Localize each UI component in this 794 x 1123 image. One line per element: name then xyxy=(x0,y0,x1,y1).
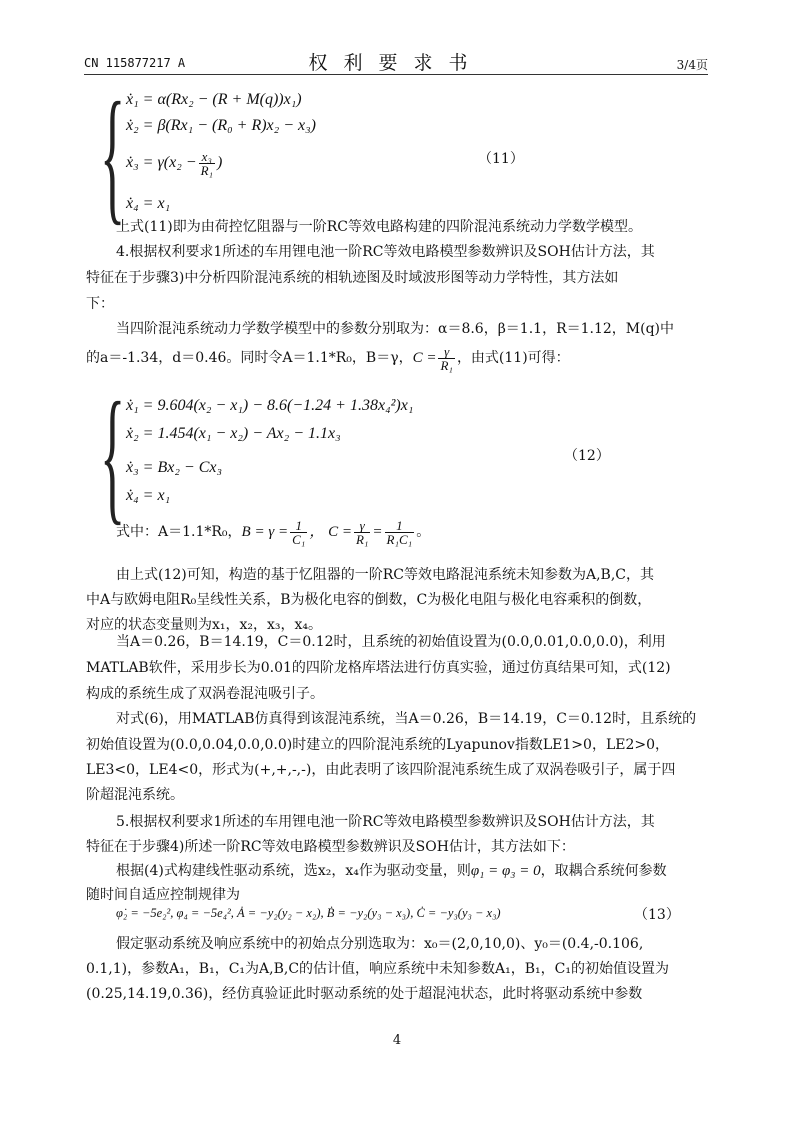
eq11-line3 xyxy=(126,150,222,177)
where-c2-num: 1 xyxy=(385,519,415,533)
para5-line1: 对式(6)，用MATLAB仿真得到该混沌系统，当A＝0.26，B＝14.19，C＝0.12时，且系统的 xyxy=(116,711,697,727)
where-line xyxy=(116,515,430,549)
eq12-line3: ẋ₃ = Bx₂ − Cx₃ xyxy=(126,459,223,476)
para2-line2-post: ，由式(11)可得： xyxy=(456,350,570,366)
claim4-line2: 特征在于步骤3)中分析四阶混沌系统的相轨迹图及时域波形图等动力学特性，其方法如 xyxy=(86,270,619,286)
para4-line1: 当A＝0.26，B＝14.19，C＝0.12时，且系统的初始值设置为(0.0,0.01,0.0,0.0)，利用 xyxy=(116,634,666,650)
document-title: 权利要求书 xyxy=(308,52,484,74)
eq11-line2: ẋ₂ = β(Rx₁ − (R₀ + R)x₂ − x₃) xyxy=(126,117,317,134)
patent-number: CN 115877217 A xyxy=(84,56,186,70)
para2-c-eq: C = xyxy=(412,350,437,366)
claim4-line1: 4.根据权利要求1所述的车用锂电池一阶RC等效电路模型参数辨识及SOH估计方法，其 xyxy=(116,244,655,260)
where-pre: 式中：A＝1.1*R₀， xyxy=(116,524,242,540)
eq11-line1: ẋ₁ = α(Rx₂ − (R + M(q))x₁) xyxy=(126,91,302,108)
where-c2-fraction xyxy=(385,519,415,546)
para5-line3: LE3<0，LE4<0，形式为(+,+,-,-)，由此表明了该四阶混沌系统生成了双涡卷吸引子，属于四 xyxy=(86,762,676,778)
para6-line1-pre: 根据(4)式构建线性驱动系统，选x₂，x₄作为驱动变量，则 xyxy=(116,863,471,879)
page-number: 4 xyxy=(392,1033,402,1048)
claim5-line2: 特征在于步骤4)所述一阶RC等效电路模型参数辨识及SOH估计，其方法如下： xyxy=(86,839,575,855)
para2-fraction xyxy=(438,345,454,372)
where-c2-den: R₁C₁ xyxy=(386,531,413,547)
para3-line1: 由上式(12)可知，构造的基于忆阻器的一阶RC等效电路混沌系统未知参数为A,B,C，其 xyxy=(116,567,654,583)
para3-line3: 对应的状态变量则为x₁，x₂，x₃，x₄。 xyxy=(86,617,323,633)
eq11-brace: { xyxy=(100,72,126,238)
eq11-number: （11） xyxy=(478,151,524,167)
eq12-line1: ẋ₁ = 9.604(x₂ − x₁) − 8.6(−1.24 + 1.38x₄²)x₁ xyxy=(126,397,414,414)
eq11-line4: ẋ₄ = x₁ xyxy=(126,195,171,212)
where-b-eq: B = γ = xyxy=(241,524,289,540)
page-indicator: 3/4页 xyxy=(676,58,708,72)
eq11-frac-num: x₃ xyxy=(199,150,215,164)
eq11-line3-post: ) xyxy=(217,154,223,172)
para5-line2: 初始值设置为(0.0,0.04,0.0,0.0)时建立的四阶混沌系统的Lyapunov指数LE1>0，LE2>0， xyxy=(86,737,670,753)
para4-line2: MATLAB软件，采用步长为0.01的四阶龙格库塔法进行仿真实验，通过仿真结果可知，式(12) xyxy=(86,660,671,676)
eq12-number: （12） xyxy=(564,448,610,464)
para6-line2: 随时间自适应控制规律为 xyxy=(86,887,240,903)
page-header xyxy=(84,48,708,74)
para6-line1-post: ，取耦合系统何参数 xyxy=(540,863,667,879)
paragraph-1: 上式(11)即为由荷控忆阻器与一阶RC等效电路构建的四阶混沌系统动力学数学模型。 xyxy=(116,219,642,235)
para2-frac-num: γ xyxy=(438,345,454,359)
header-rule xyxy=(84,74,708,75)
eq13-number: （13） xyxy=(634,907,680,923)
eq13-line: φ̇₂ = −5e₂², φ₄ = −5e₄², Ȧ = −y₂(y₂ − x₂), Ḃ = −y₂(y₃ − x₃), Ċ = −y₃(y₃ − x₃) xyxy=(116,906,501,920)
where-post: 。 xyxy=(416,524,431,540)
eq11-frac-den: R₁ xyxy=(200,163,214,178)
para2-line2-pre: 的a＝-1.34，d＝0.46。同时令A＝1.1*R₀，B＝γ， xyxy=(86,350,413,366)
para5-line4: 阶超混沌系统。 xyxy=(86,787,184,803)
para2-line1: 当四阶混沌系统动力学数学模型中的参数分别取为：α＝8.6，β＝1.1，R＝1.12，M(q)中 xyxy=(116,321,675,337)
where-b-den: C₁ xyxy=(292,531,306,547)
where-b-num: 1 xyxy=(290,519,307,533)
eq11-line3-pre: ẋ₃ = γ(x₂ − xyxy=(126,154,197,172)
para7-line1: 假定驱动系统及响应系统中的初始点分别选取为：x₀＝(2,0,10,0)、y₀＝(0.4,-0.106, xyxy=(116,936,644,952)
para6-line1 xyxy=(116,860,667,882)
para7-line3: (0.25,14.19,0.36)，经仿真验证此时驱动系统的处于超混沌状态，此时将驱动系统中参数 xyxy=(86,986,643,1002)
para2-line2 xyxy=(86,341,570,375)
para7-line2: 0.1,1)，参数A₁，B₁，C₁为A,B,C的估计值，响应系统中未知参数A₁，B₁，C₁的初始值设置为 xyxy=(86,961,669,977)
where-c-eq2: = xyxy=(372,524,383,540)
para6-phi-eq: φ₁ = φ₃ = 0 xyxy=(470,863,541,879)
claim4-line3: 下： xyxy=(86,296,114,312)
claim5-line1: 5.根据权利要求1所述的车用锂电池一阶RC等效电路模型参数辨识及SOH估计方法，其 xyxy=(116,814,655,830)
para2-frac-den: R₁ xyxy=(440,357,453,373)
where-c-num: γ xyxy=(354,519,370,533)
where-c-eq: ， C = xyxy=(309,524,352,540)
where-b-fraction xyxy=(290,519,307,546)
eq12-brace: { xyxy=(100,372,126,538)
eq12-line2: ẋ₂ = 1.454(x₁ − x₂) − Ax₂ − 1.1x₃ xyxy=(126,425,341,442)
para3-line2: 中A与欧姆电阻R₀呈线性关系，B为极化电容的倒数，C为极化电阻与极化电容乘积的倒数， xyxy=(86,592,652,608)
eq12-line4: ẋ₄ = x₁ xyxy=(126,487,171,504)
eq11-fraction xyxy=(199,150,215,177)
where-c-fraction xyxy=(354,519,370,546)
para4-line3: 构成的系统生成了双涡卷混沌吸引子。 xyxy=(86,686,324,702)
where-c-den: R₁ xyxy=(355,531,369,547)
